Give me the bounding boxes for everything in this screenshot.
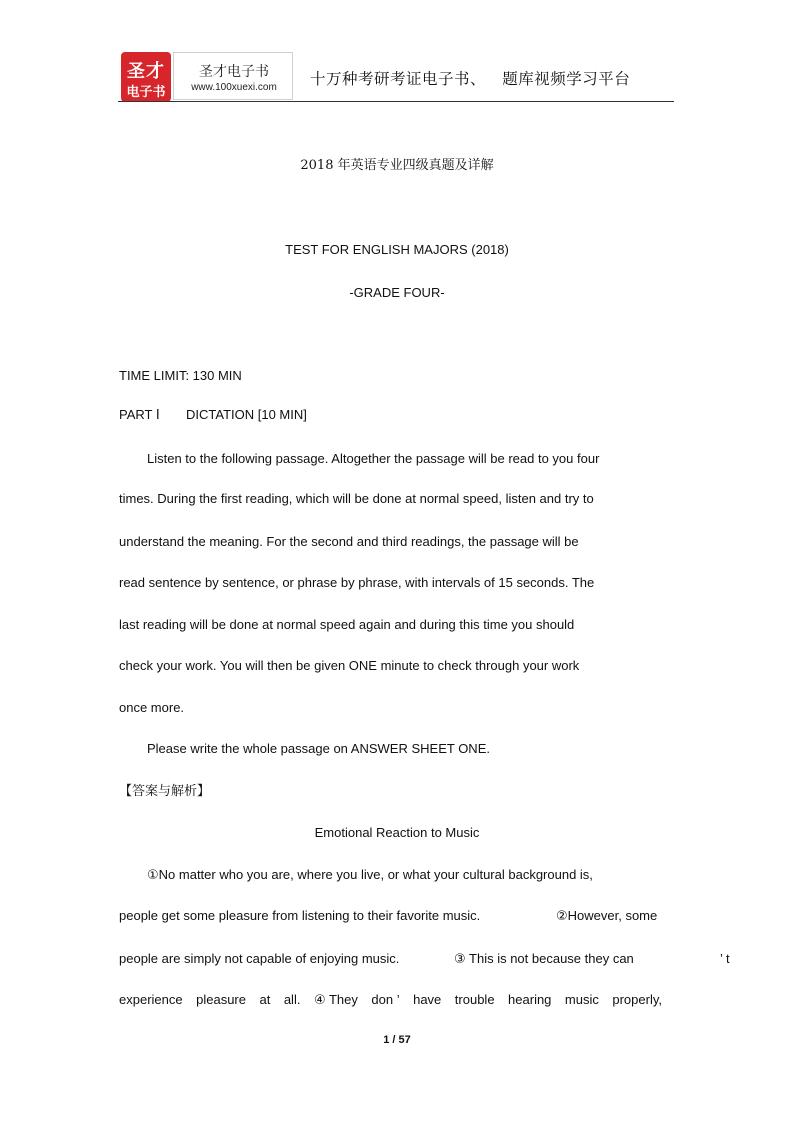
- passage-line: ①No matter who you are, where you live, or what your cultural background is,: [147, 867, 593, 882]
- instruction-line: check your work. You will then be given ONE minute to check through your work: [119, 658, 580, 673]
- passage-justified-line: [119, 992, 662, 1008]
- instruction-line: understand the meaning. For the second and third readings, the passage will be: [119, 534, 579, 549]
- passage-title: Emotional Reaction to Music: [314, 825, 480, 840]
- passage-word: properly,: [612, 992, 662, 1007]
- grade-subtitle: -GRADE FOUR-: [349, 285, 445, 300]
- passage-line: ’ t: [720, 951, 730, 966]
- answer-heading: 【答案与解析】: [119, 784, 211, 799]
- brand-url: www.100xuexi.com: [191, 82, 277, 93]
- page-header: [118, 47, 674, 102]
- passage-word: have: [413, 992, 442, 1007]
- logo-line1: 圣才: [127, 61, 165, 82]
- document-title: 2018 年英语专业四级真题及详解: [300, 158, 494, 173]
- passage-word: ④ They: [313, 992, 358, 1007]
- instruction-line: Listen to the following passage. Altogether the passage will be read to you four: [147, 451, 600, 466]
- header-divider: [118, 101, 674, 102]
- publisher-logo: [121, 52, 171, 102]
- passage-word: trouble: [454, 992, 495, 1007]
- logo-line2: 电子书: [126, 85, 166, 100]
- passage-line: ②However, some: [556, 908, 658, 923]
- passage-word: pleasure: [196, 992, 246, 1007]
- instruction-final: Please write the whole passage on ANSWER SHEET ONE.: [147, 741, 490, 756]
- passage-line: ③ This is not because they can: [454, 951, 634, 966]
- passage-line: people get some pleasure from listening to their favorite music.: [119, 908, 481, 923]
- passage-line: people are simply not capable of enjoying music.: [119, 951, 400, 966]
- brand-name: 圣才电子书: [199, 64, 269, 80]
- header-slogan: 十万种考研考证电子书、 题库视频学习平台: [310, 70, 631, 88]
- part-label: PART Ⅰ: [119, 407, 160, 422]
- instruction-line: times. During the first reading, which will be done at normal speed, listen and try to: [119, 491, 594, 506]
- page-number: 1 / 57: [383, 1034, 411, 1046]
- brand-box: [173, 52, 293, 100]
- time-limit: TIME LIMIT: 130 MIN: [119, 368, 242, 383]
- passage-word: hearing: [508, 992, 552, 1007]
- passage-word: all.: [283, 992, 301, 1007]
- passage-word: music: [564, 992, 599, 1007]
- passage-word: at: [259, 992, 271, 1007]
- test-title: TEST FOR ENGLISH MAJORS (2018): [285, 242, 509, 257]
- instruction-line: last reading will be done at normal speed again and during this time you should: [119, 617, 575, 632]
- part-title: DICTATION [10 MIN]: [186, 407, 307, 422]
- passage-word: experience: [119, 992, 183, 1007]
- passage-word: don ’: [371, 992, 400, 1007]
- instruction-line: read sentence by sentence, or phrase by phrase, with intervals of 15 seconds. The: [119, 575, 595, 590]
- instruction-line: once more.: [119, 700, 185, 715]
